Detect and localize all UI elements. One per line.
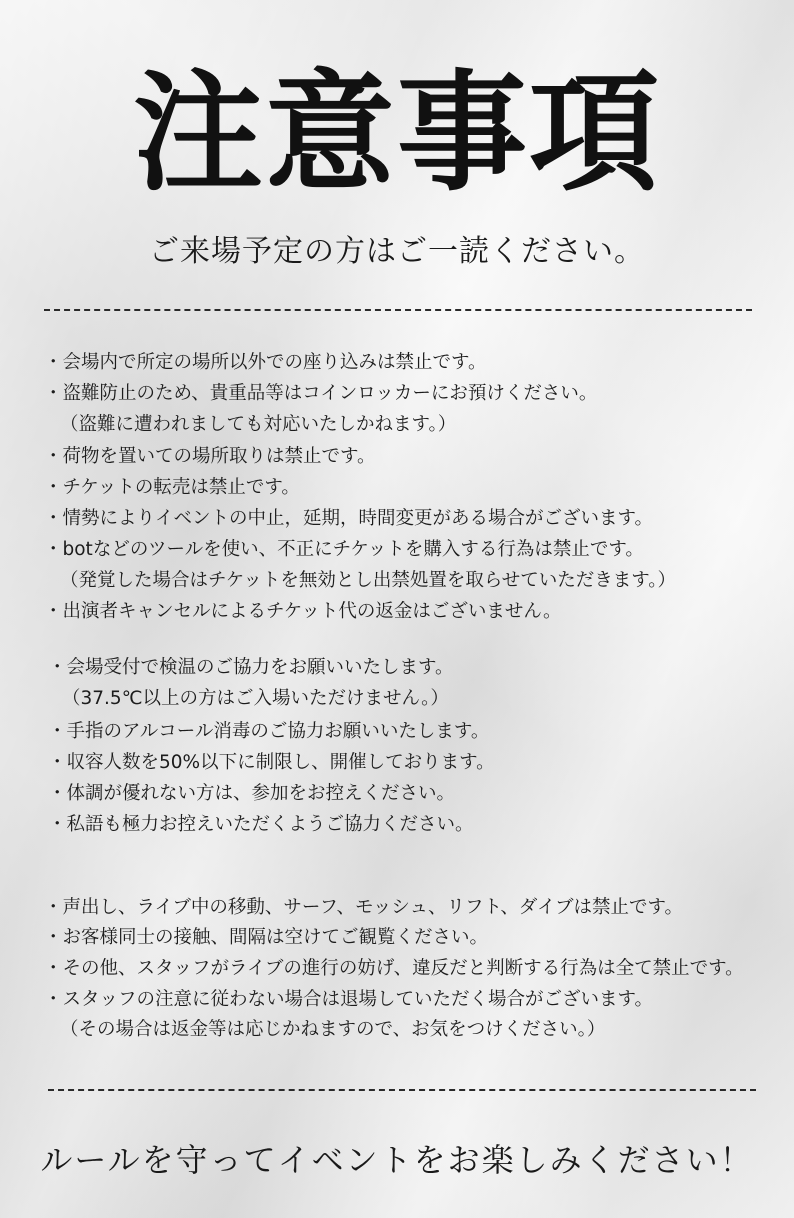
rule-item: ・手指のアルコール消毒のご協力お願いいたします。 (48, 721, 490, 742)
rule-item: ・情勢によりイベントの中止，延期，時間変更がある場合がございます。 (44, 508, 654, 529)
rule-item: ・盗難防止のため、貴重品等はコインロッカーにお預けください。 (44, 383, 598, 404)
rule-item: ・お客様同士の接触、間隔は空けてご観覧ください。 (44, 927, 489, 948)
rule-item: ・その他、スタッフがライブの進行の妨げ、違反だと判断する行為は全て禁止です。 (44, 958, 744, 979)
rule-item: ・チケットの転売は禁止です。 (44, 477, 300, 498)
rule-note: （発覚した場合はチケットを無効とし出禁処置を取らせていただきます。） (60, 570, 677, 591)
footer-message: ルールを守ってイベントをお楽しみください！ (40, 1141, 754, 1179)
rule-note: （37.5℃以上の方はご入場いただけません。） (62, 688, 449, 709)
rule-item: ・会場内で所定の場所以外での座り込みは禁止です。 (44, 352, 487, 373)
subtitle: ご来場予定の方はご一読ください。 (149, 234, 645, 269)
page-title: 注意事項 (132, 57, 661, 209)
rule-item: ・声出し、ライブ中の移動、サーフ、モッシュ、リフト、ダイブは禁止です。 (44, 897, 683, 918)
rule-item: ・体調が優れない方は、参加をお控えください。 (48, 783, 456, 804)
rule-item: ・スタッフの注意に従わない場合は退場していただく場合がございます。 (44, 989, 654, 1010)
divider-top (44, 309, 752, 311)
rule-note: （盗難に遭われましても対応いたしかねます。） (60, 414, 457, 435)
rule-item: ・会場受付で検温のご協力をお願いいたします。 (48, 657, 454, 678)
rule-item: ・botなどのツールを使い、不正にチケットを購入する行為は禁止です。 (44, 539, 644, 560)
rule-item: ・収容人数を50%以下に制限し、開催しております。 (48, 752, 495, 773)
divider-bottom (48, 1089, 756, 1091)
rule-item: ・出演者キャンセルによるチケット代の返金はございません。 (44, 601, 562, 622)
rule-item: ・荷物を置いての場所取りは禁止です。 (44, 446, 376, 467)
rule-item: ・私語も極力お控えいただくようご協力ください。 (48, 814, 474, 835)
rule-note: （その場合は返金等は応じかねますので、お気をつけください。） (60, 1019, 606, 1040)
